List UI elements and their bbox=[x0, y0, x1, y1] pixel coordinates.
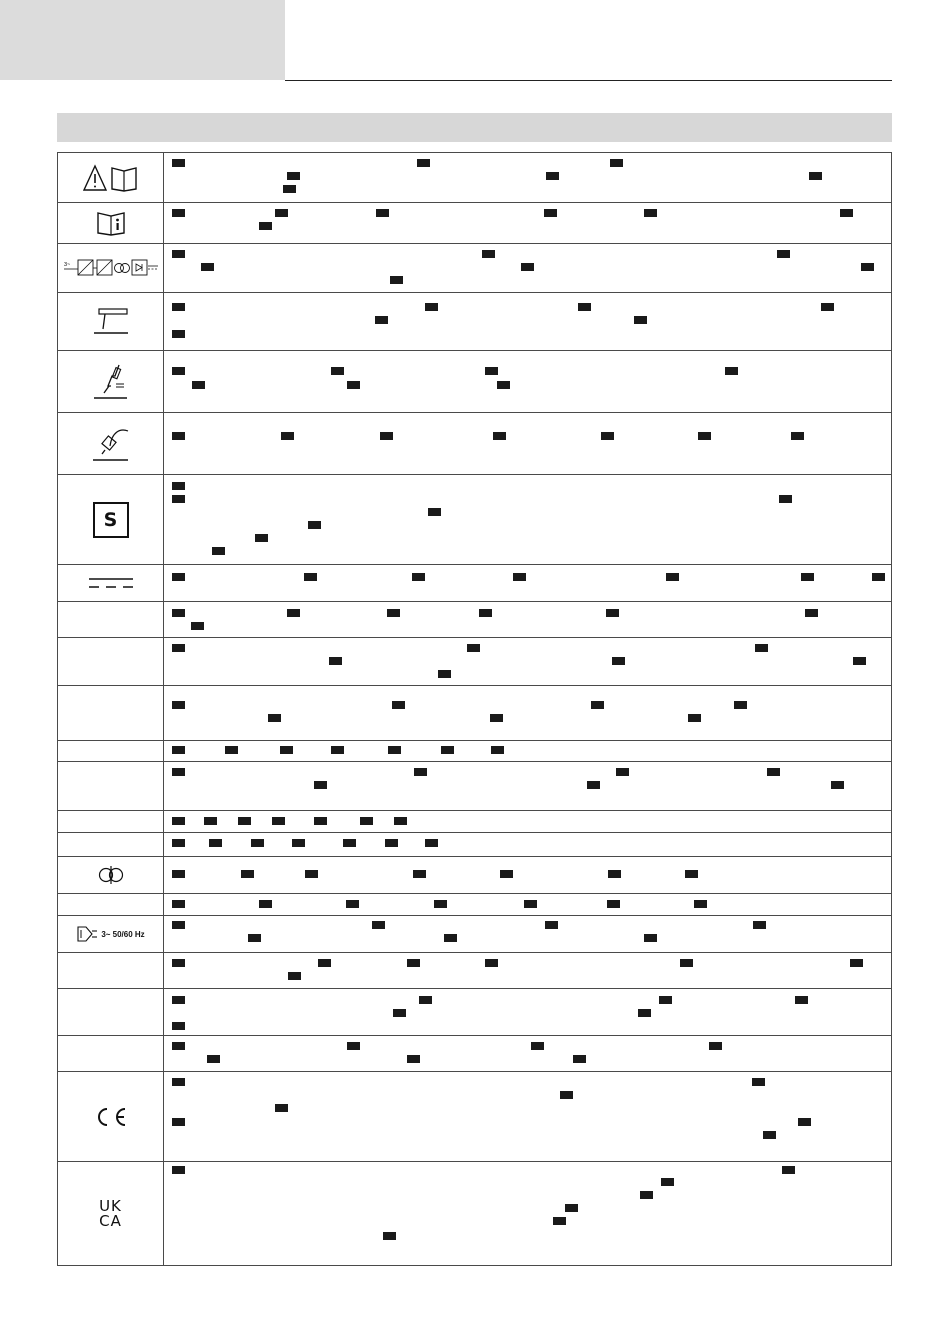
redaction-marker bbox=[428, 508, 441, 516]
redaction-marker bbox=[608, 870, 621, 878]
redaction-marker bbox=[809, 172, 822, 180]
redaction-marker bbox=[545, 921, 558, 929]
description-cell bbox=[164, 811, 892, 833]
redaction-marker bbox=[385, 839, 398, 847]
redaction-marker bbox=[172, 250, 185, 258]
redaction-marker bbox=[172, 573, 185, 581]
redaction-marker bbox=[191, 622, 204, 630]
redaction-marker bbox=[853, 657, 866, 665]
redaction-marker bbox=[372, 921, 385, 929]
header-corner-block bbox=[0, 0, 285, 80]
redaction-marker bbox=[616, 768, 629, 776]
symbol-cell bbox=[58, 833, 164, 857]
symbol-cell bbox=[58, 762, 164, 811]
redaction-marker bbox=[172, 495, 185, 503]
description-cell bbox=[164, 153, 892, 203]
redaction-marker bbox=[640, 1191, 653, 1199]
table-row bbox=[58, 203, 892, 244]
symbol-cell bbox=[58, 1072, 164, 1162]
redaction-marker bbox=[425, 303, 438, 311]
redaction-marker bbox=[390, 276, 403, 284]
redaction-marker bbox=[347, 381, 360, 389]
redaction-marker bbox=[281, 432, 294, 440]
redaction-marker bbox=[441, 746, 454, 754]
table-row bbox=[58, 638, 892, 686]
redaction-marker bbox=[694, 900, 707, 908]
redaction-marker bbox=[413, 870, 426, 878]
symbols-table bbox=[57, 152, 892, 1266]
redaction-marker bbox=[606, 609, 619, 617]
redaction-marker bbox=[434, 900, 447, 908]
warning-read-manual-icon bbox=[83, 164, 139, 192]
direct-current-icon bbox=[87, 576, 135, 590]
redaction-marker bbox=[546, 172, 559, 180]
section-title-bar bbox=[57, 113, 892, 142]
redaction-marker bbox=[255, 534, 268, 542]
redaction-marker bbox=[287, 172, 300, 180]
redaction-marker bbox=[644, 209, 657, 217]
redaction-marker bbox=[782, 1166, 795, 1174]
redaction-marker bbox=[601, 432, 614, 440]
symbol-cell bbox=[58, 894, 164, 916]
description-cell bbox=[164, 203, 892, 244]
table-row bbox=[58, 244, 892, 293]
redaction-marker bbox=[680, 959, 693, 967]
redaction-marker bbox=[259, 222, 272, 230]
redaction-marker bbox=[172, 1166, 185, 1174]
redaction-marker bbox=[172, 900, 185, 908]
table-row bbox=[58, 811, 892, 833]
wire-diameter-icon bbox=[98, 865, 124, 885]
redaction-marker bbox=[779, 495, 792, 503]
redaction-marker bbox=[331, 746, 344, 754]
redaction-marker bbox=[755, 644, 768, 652]
redaction-marker bbox=[376, 209, 389, 217]
redaction-marker bbox=[204, 817, 217, 825]
redaction-marker bbox=[343, 839, 356, 847]
redaction-marker bbox=[172, 1078, 185, 1086]
redaction-marker bbox=[207, 1055, 220, 1063]
redaction-marker bbox=[225, 746, 238, 754]
redaction-marker bbox=[275, 209, 288, 217]
table-row bbox=[58, 741, 892, 762]
redaction-marker bbox=[201, 263, 214, 271]
redaction-marker bbox=[485, 367, 498, 375]
redaction-marker bbox=[407, 959, 420, 967]
redaction-marker bbox=[346, 900, 359, 908]
redaction-marker bbox=[172, 870, 185, 878]
redaction-marker bbox=[412, 573, 425, 581]
description-cell bbox=[164, 565, 892, 602]
redaction-marker bbox=[425, 839, 438, 847]
redaction-marker bbox=[172, 1042, 185, 1050]
redaction-marker bbox=[777, 250, 790, 258]
redaction-marker bbox=[467, 644, 480, 652]
redaction-marker bbox=[375, 316, 388, 324]
header-rule bbox=[285, 80, 892, 81]
redaction-marker bbox=[172, 839, 185, 847]
redaction-marker bbox=[172, 746, 185, 754]
table-row bbox=[58, 413, 892, 475]
redaction-marker bbox=[248, 934, 261, 942]
redaction-marker bbox=[394, 817, 407, 825]
redaction-marker bbox=[493, 432, 506, 440]
ukca-line-2: CA bbox=[99, 1211, 122, 1230]
redaction-marker bbox=[314, 781, 327, 789]
redaction-marker bbox=[497, 381, 510, 389]
table-row bbox=[58, 894, 892, 916]
description-cell bbox=[164, 244, 892, 293]
symbol-cell bbox=[58, 811, 164, 833]
redaction-marker bbox=[666, 573, 679, 581]
description-cell bbox=[164, 293, 892, 351]
table-row bbox=[58, 1036, 892, 1072]
symbol-cell bbox=[58, 602, 164, 638]
symbol-cell bbox=[58, 293, 164, 351]
description-cell bbox=[164, 989, 892, 1036]
redaction-marker bbox=[329, 657, 342, 665]
table-row bbox=[58, 916, 892, 953]
symbol-cell bbox=[58, 153, 164, 203]
redaction-marker bbox=[283, 185, 296, 193]
information-manual-icon bbox=[96, 210, 126, 236]
redaction-marker bbox=[407, 1055, 420, 1063]
symbol-cell bbox=[58, 565, 164, 602]
redaction-marker bbox=[331, 367, 344, 375]
description-cell bbox=[164, 351, 892, 413]
redaction-marker bbox=[387, 609, 400, 617]
table-row bbox=[58, 833, 892, 857]
redaction-marker bbox=[644, 934, 657, 942]
description-cell bbox=[164, 602, 892, 638]
redaction-marker bbox=[172, 367, 185, 375]
redaction-marker bbox=[268, 714, 281, 722]
redaction-marker bbox=[840, 209, 853, 217]
symbol-cell bbox=[58, 1162, 164, 1266]
redaction-marker bbox=[831, 781, 844, 789]
table-row bbox=[58, 565, 892, 602]
redaction-marker bbox=[752, 1078, 765, 1086]
redaction-marker bbox=[241, 870, 254, 878]
symbol-cell bbox=[58, 244, 164, 293]
redaction-marker bbox=[392, 701, 405, 709]
symbol-cell bbox=[58, 953, 164, 989]
redaction-marker bbox=[544, 209, 557, 217]
description-cell bbox=[164, 638, 892, 686]
redaction-marker bbox=[172, 303, 185, 311]
table-row bbox=[58, 1162, 892, 1266]
redaction-marker bbox=[531, 1042, 544, 1050]
redaction-marker bbox=[172, 996, 185, 1004]
redaction-marker bbox=[801, 573, 814, 581]
redaction-marker bbox=[688, 714, 701, 722]
symbol-cell bbox=[58, 916, 164, 953]
redaction-marker bbox=[172, 482, 185, 490]
redaction-marker bbox=[685, 870, 698, 878]
redaction-marker bbox=[638, 1009, 651, 1017]
redaction-marker bbox=[347, 1042, 360, 1050]
redaction-marker bbox=[521, 263, 534, 271]
description-cell bbox=[164, 1072, 892, 1162]
redaction-marker bbox=[288, 972, 301, 980]
description-cell bbox=[164, 413, 892, 475]
mma-electrode-holder-icon bbox=[91, 362, 131, 402]
symbol-cell bbox=[58, 741, 164, 762]
table-row bbox=[58, 762, 892, 811]
symbol-cell bbox=[58, 475, 164, 565]
redaction-marker bbox=[444, 934, 457, 942]
redaction-marker bbox=[565, 1204, 578, 1212]
redaction-marker bbox=[417, 159, 430, 167]
redaction-marker bbox=[360, 817, 373, 825]
redaction-marker bbox=[272, 817, 285, 825]
description-cell bbox=[164, 894, 892, 916]
redaction-marker bbox=[212, 547, 225, 555]
description-cell bbox=[164, 916, 892, 953]
redaction-marker bbox=[482, 250, 495, 258]
redaction-marker bbox=[304, 573, 317, 581]
symbol-cell bbox=[58, 351, 164, 413]
redaction-marker bbox=[172, 159, 185, 167]
redaction-marker bbox=[709, 1042, 722, 1050]
redaction-marker bbox=[513, 573, 526, 581]
redaction-marker bbox=[659, 996, 672, 1004]
redaction-marker bbox=[485, 959, 498, 967]
redaction-marker bbox=[553, 1217, 566, 1225]
symbol-cell bbox=[58, 413, 164, 475]
symbol-cell bbox=[58, 203, 164, 244]
redaction-marker bbox=[587, 781, 600, 789]
symbol-cell bbox=[58, 857, 164, 894]
description-cell bbox=[164, 686, 892, 741]
redaction-marker bbox=[850, 959, 863, 967]
redaction-marker bbox=[380, 432, 393, 440]
redaction-marker bbox=[753, 921, 766, 929]
table-row bbox=[58, 153, 892, 203]
description-cell bbox=[164, 475, 892, 565]
redaction-marker bbox=[661, 1178, 674, 1186]
redaction-marker bbox=[172, 644, 185, 652]
redaction-marker bbox=[383, 1232, 396, 1240]
table-row bbox=[58, 686, 892, 741]
tig-welding-icon bbox=[91, 307, 131, 337]
table-row bbox=[58, 351, 892, 413]
redaction-marker bbox=[578, 303, 591, 311]
redaction-marker bbox=[438, 670, 451, 678]
redaction-marker bbox=[251, 839, 264, 847]
table-row bbox=[58, 989, 892, 1036]
s-mark-label: S bbox=[103, 508, 118, 531]
mig-torch-icon bbox=[90, 424, 132, 464]
redaction-marker bbox=[573, 1055, 586, 1063]
table-row bbox=[58, 857, 892, 894]
table-row bbox=[58, 953, 892, 989]
ukca-line-1: UK bbox=[99, 1196, 122, 1215]
svg-text:3~: 3~ bbox=[63, 262, 70, 268]
redaction-marker bbox=[607, 900, 620, 908]
redaction-marker bbox=[209, 839, 222, 847]
redaction-marker bbox=[172, 768, 185, 776]
redaction-marker bbox=[791, 432, 804, 440]
table-row bbox=[58, 475, 892, 565]
supply-rating-label: 3~ 50/60 Hz bbox=[101, 929, 145, 939]
redaction-marker bbox=[861, 263, 874, 271]
redaction-marker bbox=[305, 870, 318, 878]
inverter-power-source-icon bbox=[64, 258, 158, 278]
redaction-marker bbox=[821, 303, 834, 311]
redaction-marker bbox=[172, 209, 185, 217]
redaction-marker bbox=[634, 316, 647, 324]
table-row bbox=[58, 293, 892, 351]
redaction-marker bbox=[172, 609, 185, 617]
redaction-marker bbox=[698, 432, 711, 440]
redaction-marker bbox=[414, 768, 427, 776]
redaction-marker bbox=[610, 159, 623, 167]
redaction-marker bbox=[172, 330, 185, 338]
redaction-marker bbox=[524, 900, 537, 908]
symbol-cell bbox=[58, 1036, 164, 1072]
redaction-marker bbox=[872, 573, 885, 581]
redaction-marker bbox=[591, 701, 604, 709]
table-row bbox=[58, 602, 892, 638]
redaction-marker bbox=[292, 839, 305, 847]
redaction-marker bbox=[560, 1091, 573, 1099]
redaction-marker bbox=[795, 996, 808, 1004]
redaction-marker bbox=[172, 921, 185, 929]
s-mark-icon bbox=[93, 502, 129, 538]
redaction-marker bbox=[805, 609, 818, 617]
description-cell bbox=[164, 857, 892, 894]
redaction-marker bbox=[308, 521, 321, 529]
three-phase-plug-icon bbox=[76, 925, 98, 943]
redaction-marker bbox=[734, 701, 747, 709]
table-row bbox=[58, 1072, 892, 1162]
symbol-cell bbox=[58, 989, 164, 1036]
redaction-marker bbox=[798, 1118, 811, 1126]
redaction-marker bbox=[388, 746, 401, 754]
description-cell bbox=[164, 1036, 892, 1072]
description-cell bbox=[164, 1162, 892, 1266]
redaction-marker bbox=[287, 609, 300, 617]
redaction-marker bbox=[172, 817, 185, 825]
redaction-marker bbox=[767, 768, 780, 776]
redaction-marker bbox=[612, 657, 625, 665]
symbol-cell bbox=[58, 638, 164, 686]
ukca-mark-icon bbox=[99, 1196, 122, 1230]
redaction-marker bbox=[500, 870, 513, 878]
ce-mark-icon bbox=[94, 1106, 128, 1128]
redaction-marker bbox=[280, 746, 293, 754]
redaction-marker bbox=[479, 609, 492, 617]
redaction-marker bbox=[172, 701, 185, 709]
description-cell bbox=[164, 833, 892, 857]
redaction-marker bbox=[172, 432, 185, 440]
redaction-marker bbox=[491, 746, 504, 754]
redaction-marker bbox=[763, 1131, 776, 1139]
redaction-marker bbox=[172, 1118, 185, 1126]
redaction-marker bbox=[393, 1009, 406, 1017]
redaction-marker bbox=[725, 367, 738, 375]
redaction-marker bbox=[318, 959, 331, 967]
redaction-marker bbox=[490, 714, 503, 722]
symbol-cell bbox=[58, 686, 164, 741]
description-cell bbox=[164, 741, 892, 762]
redaction-marker bbox=[275, 1104, 288, 1112]
redaction-marker bbox=[172, 1022, 185, 1030]
redaction-marker bbox=[238, 817, 251, 825]
redaction-marker bbox=[192, 381, 205, 389]
description-cell bbox=[164, 762, 892, 811]
redaction-marker bbox=[172, 959, 185, 967]
redaction-marker bbox=[259, 900, 272, 908]
redaction-marker bbox=[314, 817, 327, 825]
redaction-marker bbox=[419, 996, 432, 1004]
description-cell bbox=[164, 953, 892, 989]
